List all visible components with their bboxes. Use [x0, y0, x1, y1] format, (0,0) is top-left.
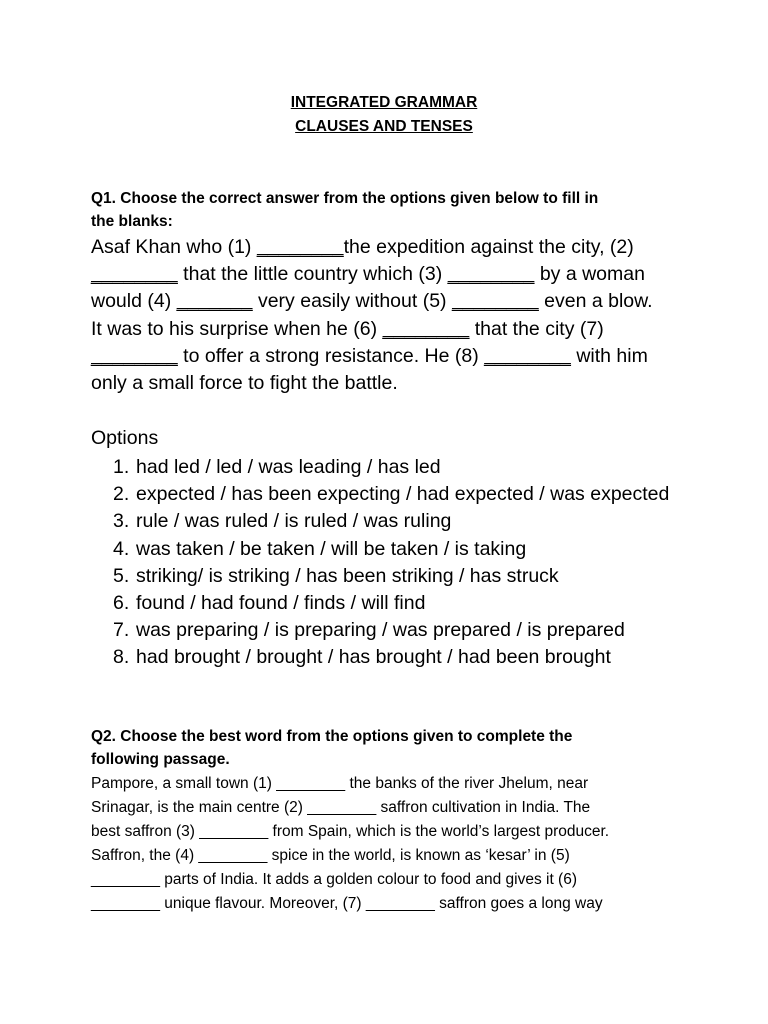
q1-heading-line: Q1. Choose the correct answer from the options given below to fill in — [91, 190, 599, 207]
blank: ________ — [256, 236, 344, 258]
option-item: 4. was taken / be taken / will be taken / is taking — [113, 537, 527, 560]
passage-line: would (4) _______ very easily without (5) ________ even a blow. — [91, 290, 653, 313]
q1-passage — [91, 234, 691, 397]
option-item: 8. had brought / brought / has brought / had been brought — [113, 646, 611, 669]
worksheet-subtitle: CLAUSES AND TENSES — [295, 118, 473, 135]
blank: ________ — [91, 263, 178, 286]
passage-line: Srinagar, is the main centre (2) ________ saffron cultivation in India. The — [91, 799, 591, 816]
passage-line: ________ to offer a strong resistance. He (8) ________ with him — [91, 344, 648, 367]
blank: ________ — [447, 263, 535, 286]
passage-line: Asaf Khan who (1) ________the expedition against the city, (2) — [91, 236, 634, 258]
q1-heading-line: the blanks: — [91, 213, 173, 230]
q2-heading-line: following passage. — [91, 751, 230, 768]
q2-heading — [91, 725, 691, 771]
blank: _______ — [176, 290, 253, 313]
option-item: 3. rule / was ruled / is ruled / was ruling — [113, 510, 452, 533]
q2-heading-line: Q2. Choose the best word from the options given to complete the — [91, 728, 573, 745]
blank: ________ — [91, 344, 178, 367]
option-item: 1. had led / led / was leading / has led — [113, 456, 441, 478]
blank: ________ — [451, 290, 539, 313]
passage-line: best saffron (3) ________ from Spain, which is the world’s largest producer. — [91, 823, 610, 840]
worksheet-title: INTEGRATED GRAMMAR — [290, 94, 478, 111]
blank: ________ — [484, 344, 571, 367]
passage-line: Saffron, the (4) ________ spice in the world, is known as ‘kesar’ in (5) — [91, 847, 570, 864]
option-item: 7. was preparing / is preparing / was prepared / is prepared — [113, 619, 625, 642]
option-item: 2. expected / has been expecting / had expected / was expected — [113, 483, 670, 506]
passage-line: ________ parts of India. It adds a golden colour to food and gives it (6) — [91, 871, 577, 888]
option-item: 6. found / had found / finds / will find — [113, 592, 426, 615]
q2-passage — [91, 772, 691, 916]
options-list — [91, 454, 691, 672]
passage-line: ________ unique flavour. Moreover, (7) ________ saffron goes a long way — [91, 895, 603, 912]
q1-heading — [91, 187, 691, 233]
passage-line: only a small force to fight the battle. — [91, 372, 398, 395]
passage-line: Pampore, a small town (1) ________ the banks of the river Jhelum, near — [91, 775, 589, 792]
options-label: Options — [91, 427, 159, 449]
option-item: 5. striking/ is striking / has been striking / has struck — [113, 564, 559, 587]
passage-line: ________ that the little country which (3) ________ by a woman — [91, 263, 645, 286]
passage-line: It was to his surprise when he (6) ________ that the city (7) — [91, 317, 604, 340]
blank: ________ — [382, 317, 470, 340]
